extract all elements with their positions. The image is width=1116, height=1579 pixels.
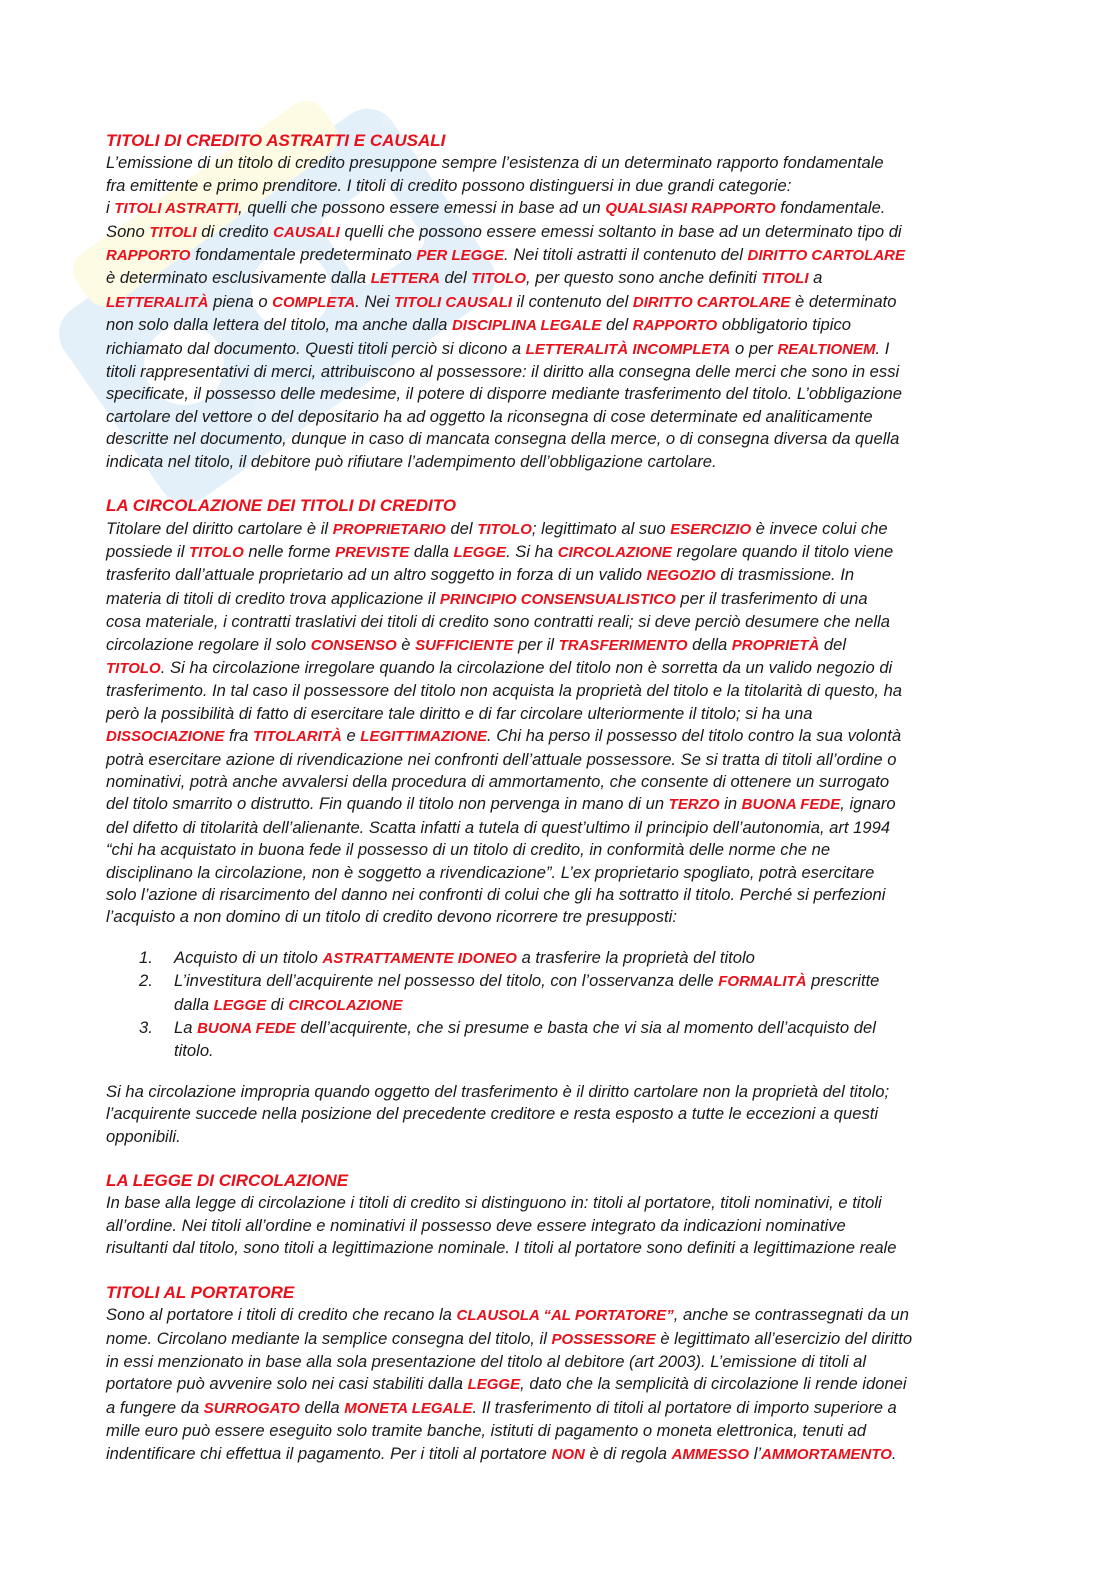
document-page xyxy=(106,130,1006,1466)
highlighted-term: CIRCOLAZIONE xyxy=(557,543,672,561)
highlighted-term: PER LEGGE xyxy=(416,247,505,265)
list-item xyxy=(106,947,1006,970)
highlighted-term: TITOLI xyxy=(761,270,809,288)
presupposti-list xyxy=(106,947,1006,1063)
highlighted-term: ESERCIZIO xyxy=(670,520,752,538)
highlighted-term: CIRCOLAZIONE xyxy=(288,996,403,1014)
highlighted-term: AMMORTAMENTO xyxy=(761,1445,892,1463)
highlighted-term: LEGGE xyxy=(467,1376,521,1394)
highlighted-term: CLAUSOLA “AL PORTATORE” xyxy=(456,1307,674,1325)
highlighted-term: NON xyxy=(551,1445,585,1463)
highlighted-term: SUFFICIENTE xyxy=(415,636,514,654)
list-number: 2. xyxy=(139,971,153,991)
highlighted-term: AMMESSO xyxy=(671,1445,750,1463)
highlighted-term: QUALSIASI RAPPORTO xyxy=(605,200,776,218)
highlighted-term: LEGGE xyxy=(213,996,267,1014)
highlighted-term: TITOLI ASTRATTI xyxy=(114,200,239,218)
highlighted-term: ASTRATTAMENTE IDONEO xyxy=(322,949,517,967)
highlighted-term: TERZO xyxy=(668,796,720,814)
list-item xyxy=(106,970,1006,1017)
highlighted-term: DISCIPLINA LEGALE xyxy=(451,317,602,335)
highlighted-term: PREVISTE xyxy=(335,543,410,561)
highlighted-term: NEGOZIO xyxy=(646,567,716,585)
section-title-circolazione: LA CIRCOLAZIONE DEI TITOLI DI CREDITO xyxy=(106,496,457,516)
highlighted-term: TITOLI CAUSALI xyxy=(393,293,513,311)
highlighted-term: PROPRIETARIO xyxy=(332,520,446,538)
highlighted-term: CAUSALI xyxy=(273,223,340,241)
highlighted-term: DIRITTO CARTOLARE xyxy=(632,293,791,311)
list-item-text: La BUONA FEDE dell’acquirente, che si presume e basta che vi sia al momento dell’acquisto del titolo. xyxy=(174,1018,876,1061)
highlighted-term: RAPPORTO xyxy=(106,247,191,265)
highlighted-term: TITOLARITÀ xyxy=(252,728,342,746)
list-item xyxy=(106,1017,1006,1063)
circolazione-impropria-paragraph: Si ha circolazione impropria quando oggetto del trasferimento è il diritto cartolare non la proprietà del titolo; l’acquirente succede nella posizione del precedente creditore e resta esposto a tutte le eccezioni a questi opponibili. xyxy=(106,1081,890,1146)
highlighted-term: LETTERA xyxy=(370,270,440,288)
highlighted-term: LETTERALITÀ INCOMPLETA xyxy=(525,340,731,358)
highlighted-term: COMPLETA xyxy=(272,293,356,311)
list-item-text: L’investitura dell’acquirente nel possesso del titolo, con l’osservanza delle FORMALITÀ prescritte dalla LEGGE di CIRCOLAZIONE xyxy=(174,971,880,1014)
highlighted-term: BUONA FEDE xyxy=(197,1020,296,1038)
list-number: 3. xyxy=(139,1018,153,1038)
highlighted-term: BUONA FEDE xyxy=(741,796,841,814)
highlighted-term: TITOLO xyxy=(106,659,161,677)
section-body-legge-circolazione: In base alla legge di circolazione i titoli di credito si distinguono in: titoli al portatore, titoli nominativi, e titoli all’ordine. Nei titoli all’ordine e nominativi il possesso deve essere integrato da indicazioni nominative risultanti dal titolo, sono titoli a legittimazione nominale. I titoli al portatore sono definiti a legittimazione reale xyxy=(106,1193,897,1258)
highlighted-term: RAPPORTO xyxy=(632,317,718,335)
highlighted-term: TITOLO xyxy=(471,270,527,288)
highlighted-term: PROPRIETÀ xyxy=(731,636,820,654)
highlighted-term: FORMALITÀ xyxy=(718,973,807,991)
highlighted-term: REALTIONEM xyxy=(777,340,876,358)
highlighted-term: PRINCIPIO CONSENSUALISTICO xyxy=(439,590,676,608)
section-body-astratti-causali: L’emissione di un titolo di credito presuppone sempre l’esistenza di un determinato rapporto fondamentale fra emittente e primo prenditore. I titoli di credito possono distinguersi in due grandi categorie: i TITOLI ASTRATTI, quelli che possono essere emessi in base ad un QUALSIASI RAPPORTO fondamentale. Sono TITOLI di credito CAUSALI quelli che possono essere emessi soltanto in base ad un determinato tipo di RAPPORTO fondamentale predeterminato PER LEGGE. Nei titoli astratti il contenuto del DIRITTO CARTOLARE è determinato esclusivamente dalla LETTERA del TITOLO, per questo sono anche definiti TITOLI a LETTERALITÀ piena o COMPLETA. Nei TITOLI CAUSALI il contenuto del DIRITTO CARTOLARE è determinato non solo dalla lettera del titolo, ma anche dalla DISCIPLINA LEGALE del RAPPORTO obbligatorio tipico richiamato dal documento. Questi titoli perciò si dicono a LETTERALITÀ INCOMPLETA o per REALTIONEM. I titoli rappresentativi di merci, attribuiscono al possessore: il diritto alla consegna delle merci che sono in essi specificate, il possesso delle medesime, il potere di disporre mediante trasferimento del titolo. L’obbligazione cartolare del vettore o del depositario ha ad oggetto la riconsegna di cose determinate ed analiticamente descritte nel documento, dunque in caso di mancata consegna della merce, o di consegna diversa da quella indicata nel titolo, il debitore può rifiutare l’adempimento dell’obbligazione cartolare. xyxy=(106,153,906,471)
list-number: 1. xyxy=(139,947,153,967)
highlighted-term: LEGGE xyxy=(453,543,507,561)
highlighted-term: POSSESSORE xyxy=(551,1330,656,1348)
list-item-text: Acquisto di un titolo ASTRATTAMENTE IDONEO a trasferire la proprietà del titolo xyxy=(174,947,755,967)
section-title-astratti-causali: TITOLI DI CREDITO ASTRATTI E CAUSALI xyxy=(106,131,446,150)
highlighted-term: SURROGATO xyxy=(203,1399,300,1417)
highlighted-term: TITOLO xyxy=(189,543,244,561)
section-title-legge-circolazione: LA LEGGE DI CIRCOLAZIONE xyxy=(106,1171,349,1191)
section-body-portatore: Sono al portatore i titoli di credito che recano la CLAUSOLA “AL PORTATORE”, anche se contrassegnati da un nome. Circolano mediante la semplice consegna del titolo, il POSSESSORE è legittimato all’esercizio del diritto in essi menzionato in base alla sola presentazione del titolo al debitore (art 2003). L’emissione di titoli al portatore può avvenire solo nei casi stabiliti dalla LEGGE, dato che la semplicità di circolazione li rende idonei a fungere da SURROGATO della MONETA LEGALE. Il trasferimento di titoli al portatore di importo superiore a mille euro può essere eseguito solo tramite banche, istituti di pagamento o moneta elettronica, tenuti ad indentificare chi effettua il pagamento. Per i titoli al portatore NON è di regola AMMESSO l’AMMORTAMENTO. xyxy=(106,1305,913,1463)
highlighted-term: TITOLI xyxy=(149,223,197,241)
highlighted-term: TITOLO xyxy=(477,520,532,538)
section-title-portatore: TITOLI AL PORTATORE xyxy=(106,1282,295,1302)
highlighted-term: LEGITTIMAZIONE xyxy=(360,728,487,746)
highlighted-term: TRASFERIMENTO xyxy=(558,636,688,654)
section-body-circolazione: Titolare del diritto cartolare è il PROPRIETARIO del TITOLO; legittimato al suo ESERCIZIO è invece colui che possiede il TITOLO nelle forme PREVISTE dalla LEGGE. Si ha CIRCOLAZIONE regolare quando il titolo viene trasferito dall’attuale proprietario ad un altro soggetto in forza di un valido NEGOZIO di trasmissione. In materia di titoli di credito trova applicazione il PRINCIPIO CONSENSUALISTICO per il trasferimento di una cosa materiale, i contratti traslativi dei titoli di credito sono contratti reali; si deve perciò desumere che nella circolazione regolare il solo CONSENSO è SUFFICIENTE per il TRASFERIMENTO della PROPRIETÀ del TITOLO. Si ha circolazione irregolare quando la circolazione del titolo non è sorretta da un valido negozio di trasferimento. In tal caso il possessore del titolo non acquista la proprietà del titolo e la titolarità di questo, ha però la possibilità di fatto di esercitare tale diritto e di far circolare ulteriormente il titolo; si ha una DISSOCIAZIONE fra TITOLARITÀ e LEGITTIMAZIONE. Chi ha perso il possesso del titolo contro la sua volontà potrà esercitare azione di rivendicazione nei confronti dell’attuale possessore. Se si tratta di titoli all’ordine o nominativi, potrà anche avvalersi della procedura di ammortamento, che consente di ottenere un surrogato del titolo smarrito o distrutto. Fin quando il titolo non pervenga in mano di un TERZO in BUONA FEDE, ignaro del difetto di titolarità dell’alienante. Scatta infatti a tutela di quest’ultimo il principio dell’autonomia, art 1994 “chi ha acquistato in buona fede il possesso di un titolo di credito, in conformità delle norme che ne disciplinano la circolazione, non è soggetto a rivendicazione”. L’ex proprietario spogliato, potrà esercitare solo l’azione di risarcimento del danno nei confronti di colui che gli ha sottratto il titolo. Perché si perfezioni l’acquisto a non domino di un titolo di credito devono ricorrere tre presupposti: xyxy=(106,518,903,927)
highlighted-term: MONETA LEGALE xyxy=(344,1399,473,1417)
highlighted-term: DIRITTO CARTOLARE xyxy=(747,247,906,265)
highlighted-term: LETTERALITÀ xyxy=(106,293,209,311)
highlighted-term: CONSENSO xyxy=(310,636,397,654)
highlighted-term: DISSOCIAZIONE xyxy=(106,728,225,746)
